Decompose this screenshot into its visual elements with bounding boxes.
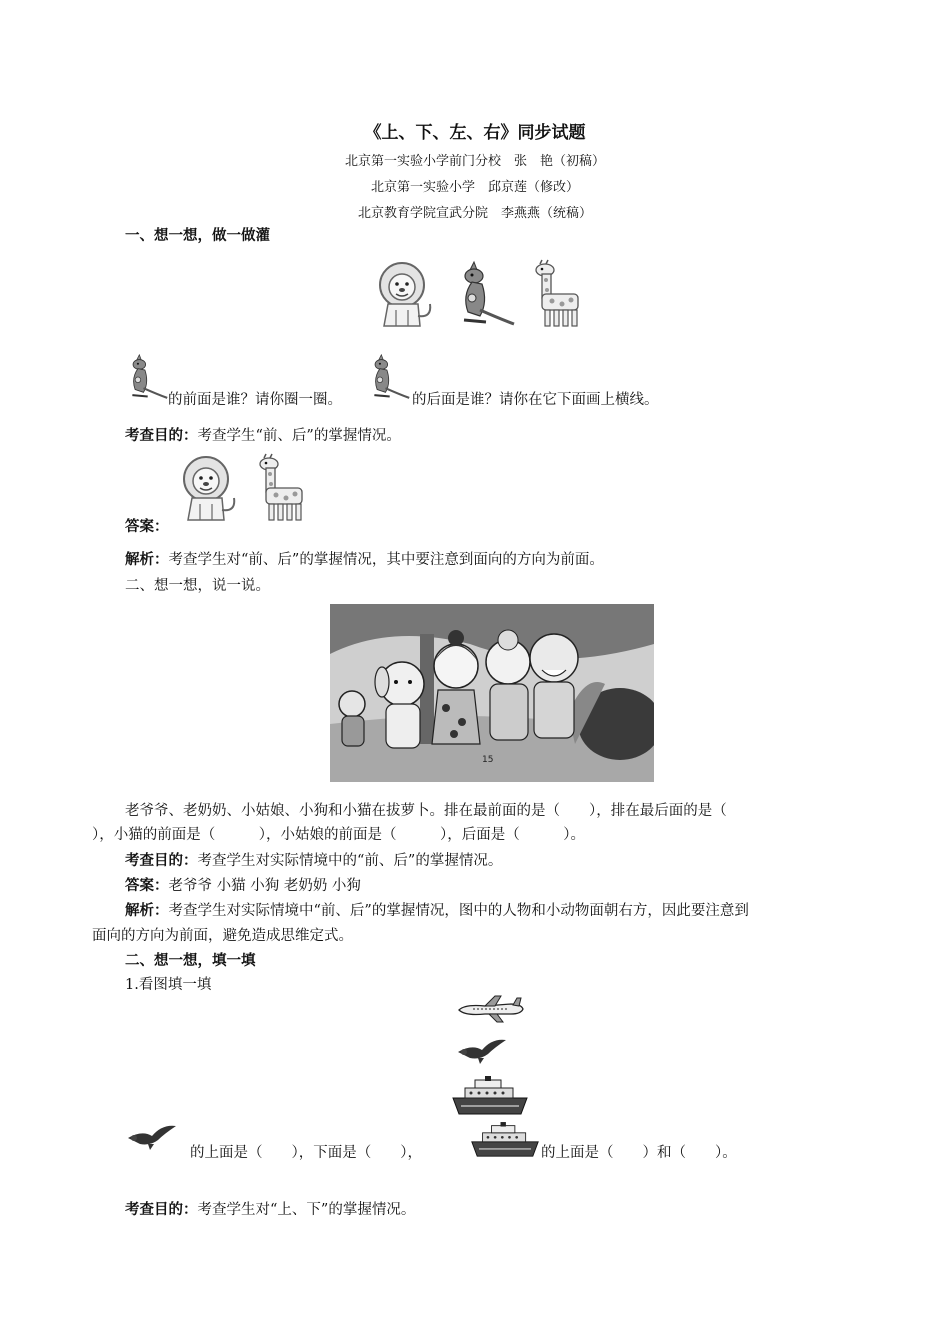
grandpa-character: [530, 634, 578, 738]
section2-question-line1: 老爷爷、老奶奶、小姑娘、小狗和小猫在拔萝卜。排在最前面的是（ ），排在最后面的是（: [125, 803, 727, 819]
section1-question-part2: 的后面是谁？请你在它下面画上横线。: [412, 392, 659, 408]
analysis-label: 解析：: [125, 551, 169, 568]
author-line-2: 北京第一实验小学 邱京莲（修改）: [370, 180, 579, 195]
purpose-label: 考查目的：: [125, 1201, 198, 1218]
analysis-text-line1: 考查学生对实际情境中“前、后”的掌握情况，图中的人物和小动物面朝右方，因此要注意到: [168, 903, 749, 919]
section1-question-part1: 的前面是谁？请你圈一圈。: [168, 392, 342, 408]
analysis-label: 解析：: [125, 902, 169, 919]
kangaroo-icon: [124, 352, 170, 402]
author-line-1: 北京第一实验小学前门分校 张 艳（初稿）: [344, 154, 605, 169]
airplane-icon: [455, 994, 525, 1024]
section1-answer-label: 答案：: [125, 518, 169, 535]
section3-question-part1: 的上面是（ ），下面是（ ），: [190, 1145, 422, 1161]
ship-icon: [470, 1122, 540, 1158]
section1-analysis: [125, 548, 604, 569]
section2-purpose: [125, 849, 502, 870]
purpose-label: 考查目的：: [125, 427, 198, 444]
cat-character: [339, 691, 365, 746]
author-line-3: 北京教育学院宣武分院 李燕燕（统稿）: [357, 206, 592, 221]
purpose-text: 考查学生“前、后”的掌握情况。: [197, 428, 401, 444]
analysis-text: 考查学生对“前、后”的掌握情况，其中要注意到面向的方向为前面。: [168, 552, 604, 568]
section2-answer: [125, 874, 361, 895]
answer-label: 答案：: [125, 877, 169, 894]
illustration-page-number: 15: [482, 755, 494, 765]
section1-purpose: [125, 424, 401, 445]
section2-heading: 二、想一想，说一说。: [125, 578, 270, 594]
pulling-radish-illustration: [330, 604, 654, 782]
answer-image: [176, 452, 316, 524]
answer-text: 老爷爷 小猫 小狗 老奶奶 小狗: [168, 878, 361, 894]
giraffe-icon: [260, 454, 302, 520]
kangaroo-icon: [366, 352, 412, 402]
section1-heading: 一、想一想，做一做灌: [125, 227, 270, 244]
lion-icon: [184, 457, 234, 520]
section2-analysis-line2: 面向的方向为前面，避免造成思维定式。: [92, 928, 353, 944]
giraffe-icon: [536, 260, 578, 326]
purpose-text: 考查学生对“上、下”的掌握情况。: [197, 1202, 416, 1218]
purpose-label: 考查目的：: [125, 852, 198, 869]
document-title: 《上、下、左、右》同步试题: [364, 123, 586, 143]
kangaroo-icon: [464, 262, 514, 324]
animal-row-image: [372, 258, 597, 330]
section3-question-part2: 的上面是（ ）和（ ）。: [541, 1145, 737, 1161]
purpose-text: 考查学生对实际情境中的“前、后”的掌握情况。: [197, 853, 503, 869]
section2-question-line2: ），小猫的前面是（ ），小姑娘的前面是（ ），后面是（ ）。: [92, 827, 585, 843]
section2-analysis: [125, 899, 749, 920]
lion-icon: [380, 263, 430, 326]
section3-heading: 二、想一想，填一填: [125, 952, 256, 969]
section3-subquestion: 1.看图填一填: [125, 977, 212, 993]
ship-icon: [450, 1076, 530, 1116]
eagle-icon: [128, 1124, 176, 1152]
eagle-icon: [458, 1038, 506, 1066]
section3-purpose: [125, 1198, 415, 1219]
